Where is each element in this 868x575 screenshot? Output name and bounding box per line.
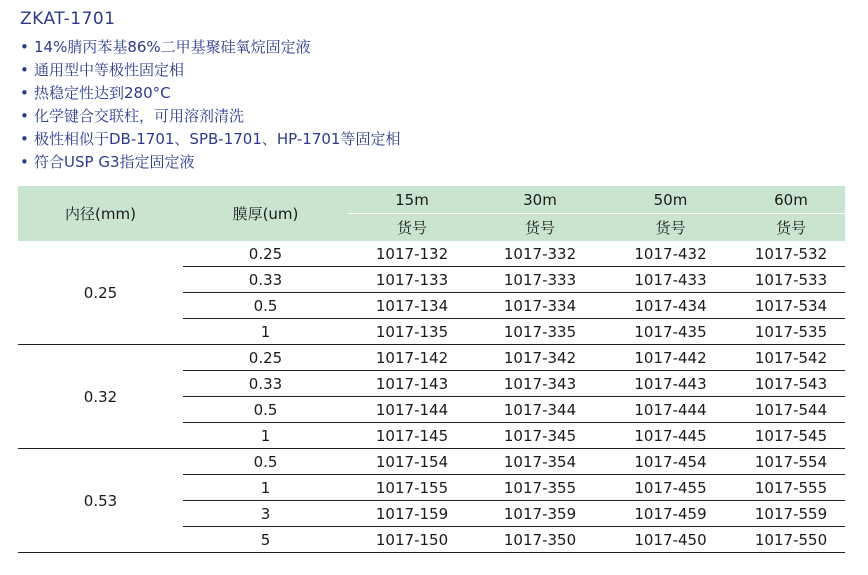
header-part-number: 货号 xyxy=(604,214,737,242)
part-cell: 1017-154 xyxy=(348,449,476,475)
film-cell: 5 xyxy=(183,527,348,553)
header-inner-diameter: 内径(mm) xyxy=(18,186,183,241)
part-cell: 1017-150 xyxy=(348,527,476,553)
feature-item: • 热稳定性达到280°C xyxy=(20,82,400,105)
product-code: ZKAT-1701 xyxy=(20,9,116,29)
feature-item: • 14%腈丙苯基86%二甲基聚硅氧烷固定液 xyxy=(20,36,400,59)
bullet-icon: • xyxy=(20,153,29,171)
feature-item: • 化学键合交联柱，可用溶剂清洗 xyxy=(20,105,400,128)
part-cell: 1017-550 xyxy=(737,527,845,553)
part-cell: 1017-144 xyxy=(348,397,476,423)
part-cell: 1017-345 xyxy=(476,423,604,449)
film-cell: 0.5 xyxy=(183,449,348,475)
bullet-icon: • xyxy=(20,38,29,56)
feature-item: • 极性相似于DB-1701、SPB-1701、HP-1701等固定相 xyxy=(20,128,400,151)
table-row xyxy=(18,241,845,267)
part-cell: 1017-443 xyxy=(604,371,737,397)
film-cell: 1 xyxy=(183,475,348,501)
bullet-icon: • xyxy=(20,130,29,148)
part-cell: 1017-535 xyxy=(737,319,845,345)
part-cell: 1017-433 xyxy=(604,267,737,293)
part-cell: 1017-554 xyxy=(737,449,845,475)
inner-diameter-cell: 0.32 xyxy=(18,345,183,449)
inner-diameter-cell: 0.25 xyxy=(18,241,183,345)
part-cell: 1017-133 xyxy=(348,267,476,293)
part-cell: 1017-132 xyxy=(348,241,476,267)
part-cell: 1017-354 xyxy=(476,449,604,475)
part-cell: 1017-445 xyxy=(604,423,737,449)
feature-list xyxy=(20,36,400,174)
header-part-number: 货号 xyxy=(348,214,476,242)
film-cell: 1 xyxy=(183,319,348,345)
bullet-icon: • xyxy=(20,84,29,102)
film-cell: 0.33 xyxy=(183,267,348,293)
part-cell: 1017-159 xyxy=(348,501,476,527)
feature-item: • 通用型中等极性固定相 xyxy=(20,59,400,82)
part-cell: 1017-454 xyxy=(604,449,737,475)
part-cell: 1017-333 xyxy=(476,267,604,293)
part-cell: 1017-555 xyxy=(737,475,845,501)
part-cell: 1017-155 xyxy=(348,475,476,501)
feature-item: • 符合USP G3指定固定液 xyxy=(20,151,400,174)
header-part-number: 货号 xyxy=(737,214,845,242)
part-cell: 1017-533 xyxy=(737,267,845,293)
part-cell: 1017-344 xyxy=(476,397,604,423)
part-cell: 1017-342 xyxy=(476,345,604,371)
part-cell: 1017-432 xyxy=(604,241,737,267)
part-cell: 1017-145 xyxy=(348,423,476,449)
part-cell: 1017-444 xyxy=(604,397,737,423)
part-cell: 1017-442 xyxy=(604,345,737,371)
spec-table xyxy=(18,186,845,553)
part-cell: 1017-343 xyxy=(476,371,604,397)
header-length: 30m xyxy=(476,186,604,214)
part-cell: 1017-332 xyxy=(476,241,604,267)
part-cell: 1017-135 xyxy=(348,319,476,345)
part-cell: 1017-350 xyxy=(476,527,604,553)
film-cell: 0.25 xyxy=(183,241,348,267)
part-cell: 1017-542 xyxy=(737,345,845,371)
header-part-number: 货号 xyxy=(476,214,604,242)
inner-diameter-cell: 0.53 xyxy=(18,449,183,553)
header-length: 60m xyxy=(737,186,845,214)
header-length: 50m xyxy=(604,186,737,214)
table-row xyxy=(18,345,845,371)
part-cell: 1017-334 xyxy=(476,293,604,319)
film-cell: 0.5 xyxy=(183,397,348,423)
table-row xyxy=(18,449,845,475)
film-cell: 3 xyxy=(183,501,348,527)
part-cell: 1017-459 xyxy=(604,501,737,527)
part-cell: 1017-559 xyxy=(737,501,845,527)
part-cell: 1017-359 xyxy=(476,501,604,527)
header-length: 15m xyxy=(348,186,476,214)
part-cell: 1017-142 xyxy=(348,345,476,371)
part-cell: 1017-455 xyxy=(604,475,737,501)
part-cell: 1017-450 xyxy=(604,527,737,553)
part-cell: 1017-435 xyxy=(604,319,737,345)
bullet-icon: • xyxy=(20,61,29,79)
part-cell: 1017-355 xyxy=(476,475,604,501)
part-cell: 1017-534 xyxy=(737,293,845,319)
part-cell: 1017-532 xyxy=(737,241,845,267)
film-cell: 0.5 xyxy=(183,293,348,319)
part-cell: 1017-335 xyxy=(476,319,604,345)
film-cell: 0.25 xyxy=(183,345,348,371)
film-cell: 1 xyxy=(183,423,348,449)
part-cell: 1017-545 xyxy=(737,423,845,449)
part-cell: 1017-134 xyxy=(348,293,476,319)
part-cell: 1017-434 xyxy=(604,293,737,319)
film-cell: 0.33 xyxy=(183,371,348,397)
header-film-thickness: 膜厚(um) xyxy=(183,186,348,241)
part-cell: 1017-543 xyxy=(737,371,845,397)
part-cell: 1017-544 xyxy=(737,397,845,423)
part-cell: 1017-143 xyxy=(348,371,476,397)
bullet-icon: • xyxy=(20,107,29,125)
